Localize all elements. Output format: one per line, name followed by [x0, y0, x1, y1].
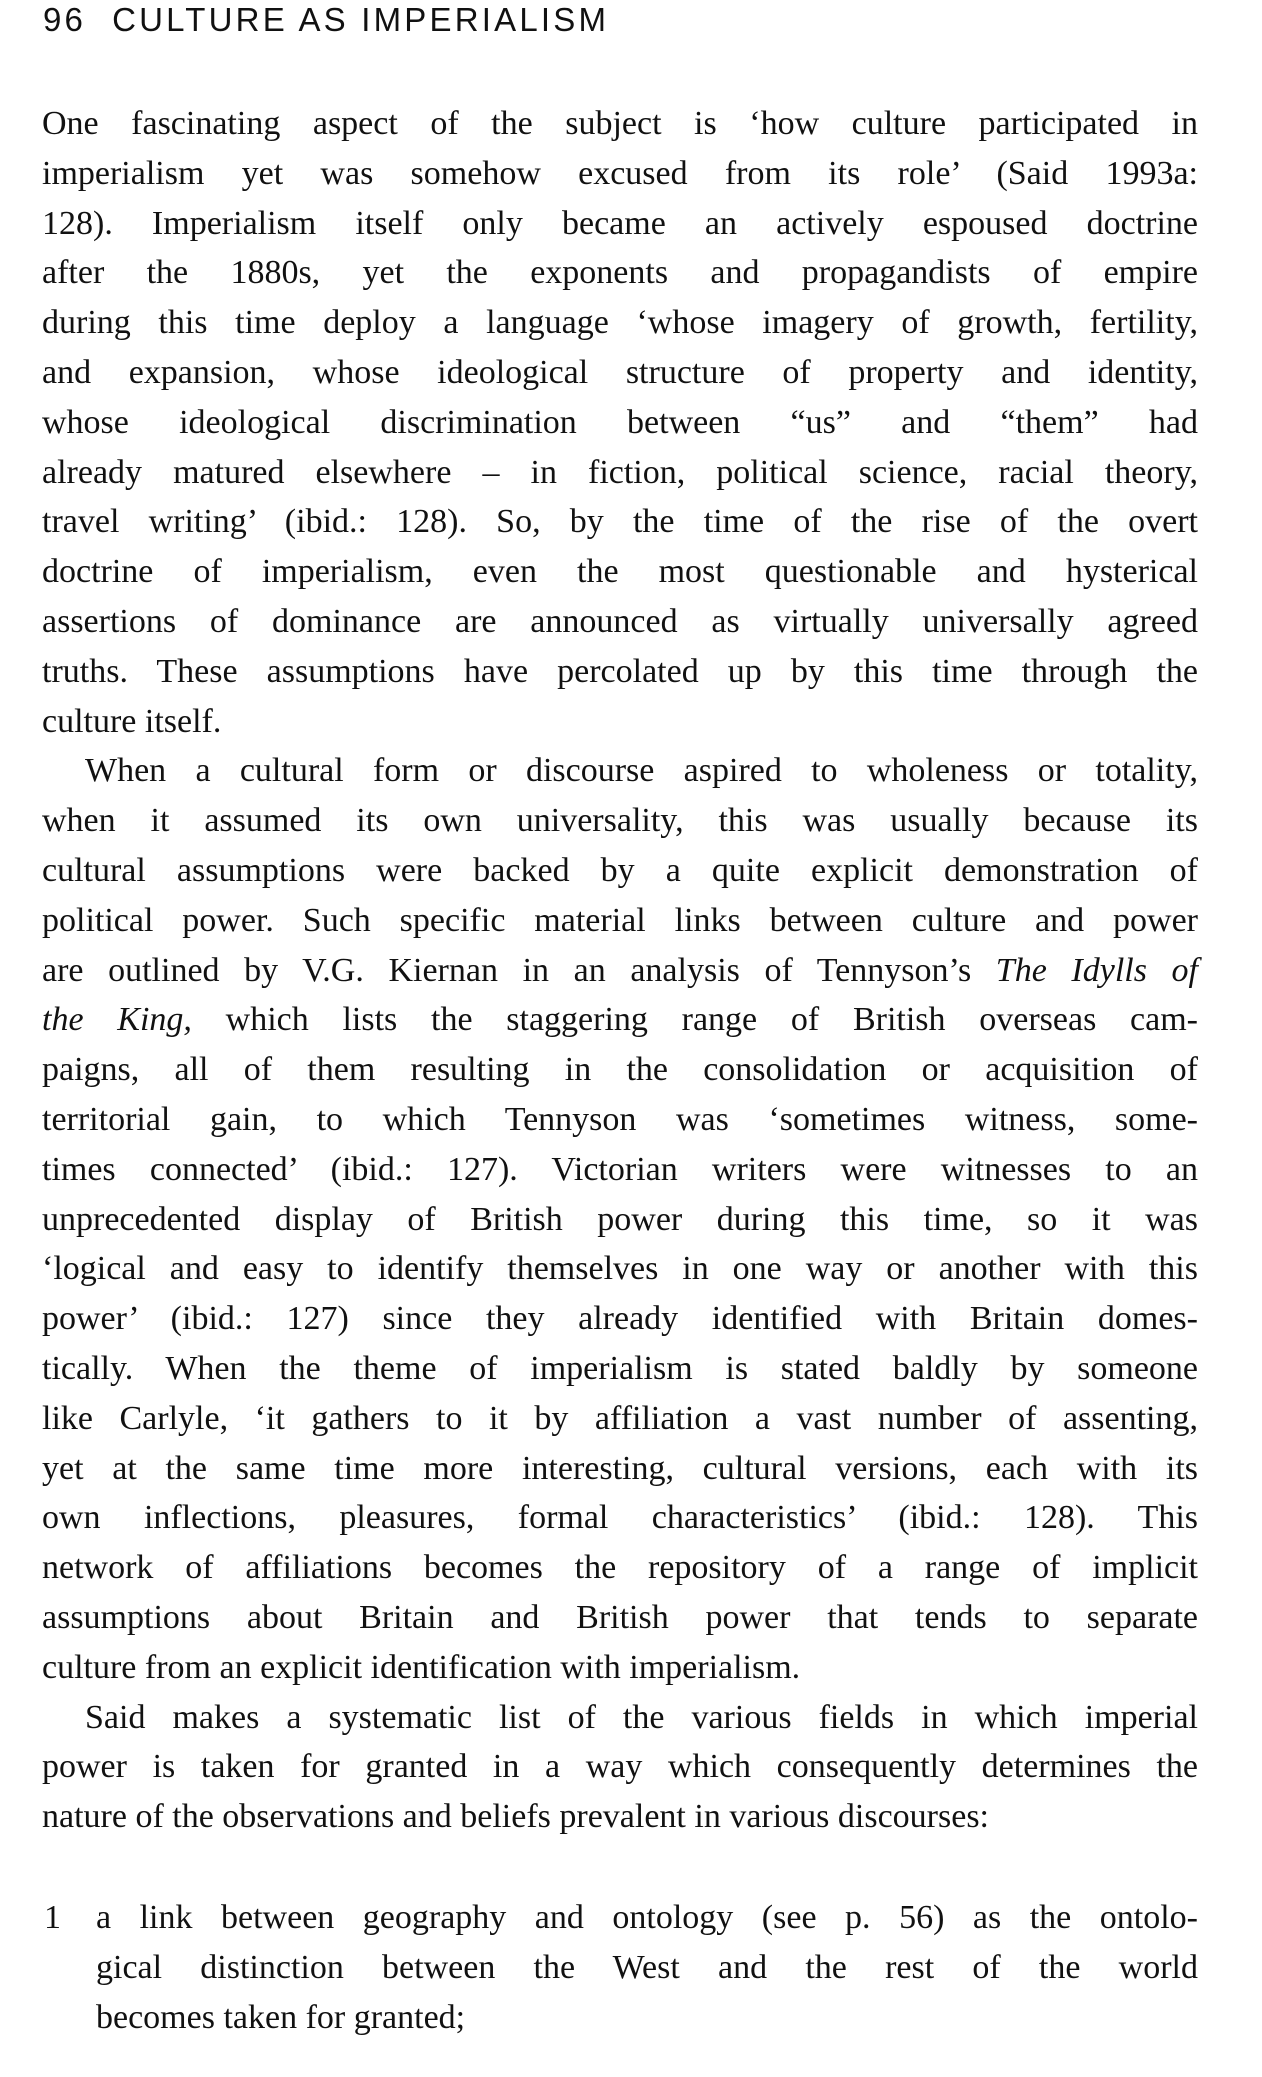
page-number: 96 — [43, 1, 87, 38]
text-line — [42, 697, 1198, 747]
list-number: 1 — [44, 1899, 61, 1936]
line-text: cultural assumptions were backed by a quite explicit demonstration of — [42, 851, 1198, 889]
text-line — [42, 547, 1198, 597]
line-text: culture from an explicit identification with imperialism. — [42, 1648, 801, 1686]
chapter-title: CULTURE AS IMPERIALISM — [112, 1, 610, 38]
line-text: yet at the same time more interesting, cultural versions, each with its — [42, 1449, 1198, 1487]
text-line — [42, 497, 1198, 547]
italic-title-text: The Idylls of — [995, 951, 1198, 989]
line-text: truths. These assumptions have percolated up by this time through the — [42, 652, 1198, 690]
line-text: paigns, all of them resulting in the consolidation or acquisition of — [42, 1051, 1198, 1089]
text-line — [42, 1045, 1198, 1095]
text-line — [42, 1145, 1198, 1195]
text-line — [42, 448, 1198, 498]
paragraph — [42, 1693, 1198, 1842]
text-line — [42, 298, 1198, 348]
line-text: tically. When the theme of imperialism is stated baldly by someone — [42, 1349, 1198, 1387]
body-text — [42, 99, 1198, 1842]
text-line — [42, 597, 1198, 647]
line-text: culture itself. — [42, 702, 222, 740]
line-text: doctrine of imperialism, even the most questionable and hysterical — [42, 553, 1198, 591]
text-line — [42, 1244, 1198, 1294]
line-text: One fascinating aspect of the subject is ‘how culture participated in — [42, 105, 1198, 142]
line-text: after the 1880s, yet the exponents and propagandists of empire — [42, 254, 1198, 292]
text-line — [42, 846, 1198, 896]
paragraph — [42, 99, 1198, 746]
line-text: which lists the staggering range of British overseas cam- — [191, 1001, 1198, 1039]
line-text: already matured elsewhere – in fiction, political science, racial theory, — [42, 453, 1198, 491]
line-text: 128). Imperialism itself only became an actively espoused doctrine — [42, 204, 1198, 242]
text-line — [42, 1344, 1198, 1394]
list-item — [42, 1893, 1198, 2042]
text-line — [42, 746, 1198, 796]
text-line — [42, 149, 1198, 199]
line-text: assertions of dominance are announced as virtually universally agreed — [42, 602, 1198, 640]
text-line — [42, 896, 1198, 946]
line-text: territorial gain, to which Tennyson was ‘sometimes witness, some- — [42, 1100, 1198, 1138]
text-line — [42, 1294, 1198, 1344]
line-text: imperialism yet was somehow excused from its role’ (Said 1993a: — [42, 154, 1198, 192]
list-item-line: becomes taken for granted; — [96, 1998, 466, 2036]
text-line — [42, 647, 1198, 697]
text-line — [42, 248, 1198, 298]
line-text: power is taken for granted in a way which consequently determines the — [42, 1748, 1198, 1786]
line-text: times connected’ (ibid.: 127). Victorian writers were witnesses to an — [42, 1150, 1198, 1188]
text-line — [42, 1543, 1198, 1593]
line-text: When a cultural form or discourse aspired to wholeness or totality, — [85, 752, 1198, 790]
text-line — [42, 1095, 1198, 1145]
line-text: power’ (ibid.: 127) since they already identified with Britain domes- — [42, 1300, 1198, 1338]
italic-title-text: the King, — [42, 1001, 192, 1039]
line-text: assumptions about Britain and British power that tends to separate — [42, 1598, 1198, 1636]
text-line — [42, 398, 1198, 448]
line-text: travel writing’ (ibid.: 128). So, by the time of the rise of the overt — [42, 503, 1198, 541]
text-line — [42, 199, 1198, 249]
line-text: whose ideological discrimination between “us” and “them” had — [42, 403, 1198, 441]
text-line — [42, 995, 1198, 1045]
line-text: nature of the observations and beliefs prevalent in various discourses: — [42, 1798, 990, 1836]
text-line — [42, 1444, 1198, 1494]
line-text: during this time deploy a language ‘whose imagery of growth, fertility, — [42, 304, 1198, 342]
running-head — [43, 2, 609, 38]
text-line — [42, 1394, 1198, 1444]
line-text: ‘logical and easy to identify themselves in one way or another with this — [42, 1250, 1198, 1288]
text-line — [42, 1195, 1198, 1245]
text-line — [42, 1493, 1198, 1543]
text-line — [42, 1593, 1198, 1643]
line-text: own inflections, pleasures, formal characteristics’ (ibid.: 128). This — [42, 1499, 1198, 1537]
paragraph — [42, 746, 1198, 1692]
text-line — [42, 1742, 1198, 1792]
text-line — [42, 348, 1198, 398]
line-text: network of affiliations becomes the repository of a range of implicit — [42, 1549, 1198, 1587]
line-text: when it assumed its own universality, this was usually because its — [42, 802, 1198, 840]
line-text: Said makes a systematic list of the various fields in which imperial — [85, 1698, 1198, 1736]
line-text: unprecedented display of British power during this time, so it was — [42, 1200, 1198, 1238]
list-item-line: gical distinction between the West and the rest of the world — [96, 1948, 1198, 1986]
text-line — [42, 1643, 1198, 1693]
text-line — [42, 1792, 1198, 1842]
line-text: are outlined by V.G. Kiernan in an analysis of Tennyson’s — [42, 951, 996, 989]
text-line — [42, 99, 1198, 149]
text-line — [42, 796, 1198, 846]
text-line — [42, 946, 1198, 996]
list-item-line: a link between geography and ontology (see p. 56) as the ontolo- — [96, 1899, 1198, 1936]
text-line — [42, 1693, 1198, 1743]
line-text: and expansion, whose ideological structure of property and identity, — [42, 353, 1198, 391]
line-text: political power. Such specific material links between culture and power — [42, 901, 1198, 939]
line-text: like Carlyle, ‘it gathers to it by affiliation a vast number of assenting, — [42, 1399, 1198, 1437]
numbered-list — [42, 1893, 1198, 2042]
